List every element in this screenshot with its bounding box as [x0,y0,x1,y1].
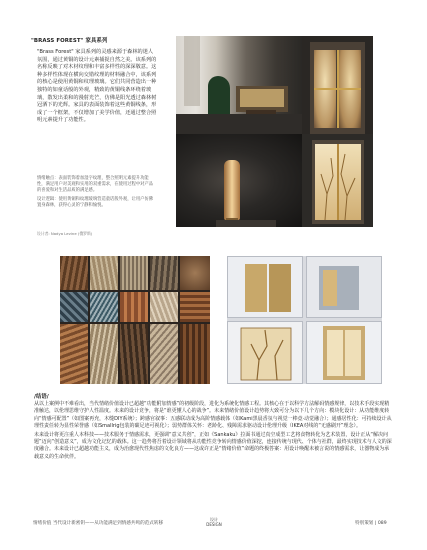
footer-running-title: 情绪价值 当代设计新密钥——从功能满足到情感共鸣的范式转移 [33,521,164,526]
footer-page-number: 特别策划 | 089 [355,521,387,526]
conclusion-text [34,401,394,461]
conclusion-paragraph-2: 未来设计将更注重人本科技——技术服务于情感需求，更强调“意义共创”，正如《Sankaku》拉面书通过真空成型工艺将食物转化为艺术装置，设计正从“解决问题”迈向“创造意义”，成为文化记忆的载体。这一趋势将吾着设计领域将从功能性竞争转向情感价值深挖，连接传统与现代、个体与社群，最终实现技术与人文的深度融合。未来设计已超越功能主义，成为治愈现代性焦虑的文化良方——这或许正是“情绪价值”命题的终极答案：用设计唤醒未被言说的情感需求，让器物成为承载意义的生命伙伴。 [34,431,392,460]
cad-render-screenshots [227,256,382,384]
footer-section-label [200,517,228,527]
intro-paragraph: "Brass Forest" 家具系列的灵感来源于森林的迷人氛围，通过黄铜的设计元素捕捉自然之美。该系列的名称反映了对木材纹理和丰富多样性的深深敬意。这种多样性体现在横向交错纹理的材料融合中，该系列的核心是使用黄铜和纹理玻璃。它们共同营造出一种独特的如童话般的外观，精致的黄铜线条环绕着玻璃，散发出柔和的漫射光芒，仿佛是阳光透过森林树冠洒下的光辉。家具的表面装饰着这些黄铜线条，形成了一个框架，不仅增加了美学价值，还通过整合照明元素提升了功能性。 [37,49,157,124]
branch-motif-graphic [315,144,361,220]
interior-photo [176,36,302,134]
note-emotional-touchpoint: 情绪触点：表面装饰着加湿字纹理，整合照明元素提升功能性，满足用户对美观和实用的双重需求，在使用过程中对产品的喜爱和对生活品质的满足感。 [37,176,154,194]
footer-section-cn: 设计 [210,517,218,522]
cad-branch-graphic [237,326,295,382]
intro-text [37,49,157,125]
conclusion-paragraph-1: 从以上案例中不难看出，当代情绪价值设计已超越“功能附加情感”的初级阶段，进化为系统化情感工程。其核心在于以科学方法解码情感规律，以技术手段实现精准触达，以伦理思维守护人性温度。未来的设计竞争，将是“谁更懂人心的战争”。未来情绪价值设计趋势将大致可分为以下几个方向：模块化设计：从功能维度转向“情感可配置”（如图案再充，木缝DIY系统）；跨感官叙事：五感联动成为高阶情感载体（如Kami黑晨香氛与视觉一棒竟·动觉融合）；通感居性化：可持续设计从理性责任转为显性荣誉感（如Smallrig包装的碳足迹可视化）；弱势群体关怀：老龄化、残障需求驱动设计伦理升级（IKEA对线的“无感刷开”理念）。 [34,401,392,430]
lamp-photo [176,134,302,227]
conclusion-heading: /结语/ [34,394,49,400]
footer-section-en: DESIGN [206,522,222,527]
note-design-logic: 设计逻辑：使用黄铜和纹理玻璃营造童话般外观，让用户仿佛置身森林，获得心灵的宁静和愉悦。 [37,196,154,208]
design-notes [37,176,157,211]
cabinet-photo [302,36,373,134]
designer-credit: 设计者: Nadya Levine (俄罗斯) [37,231,93,236]
article-title: "BRASS FOREST" 家具系列 [31,38,108,44]
texture-collage [60,256,210,384]
lit-cabinet-photo [302,134,373,227]
